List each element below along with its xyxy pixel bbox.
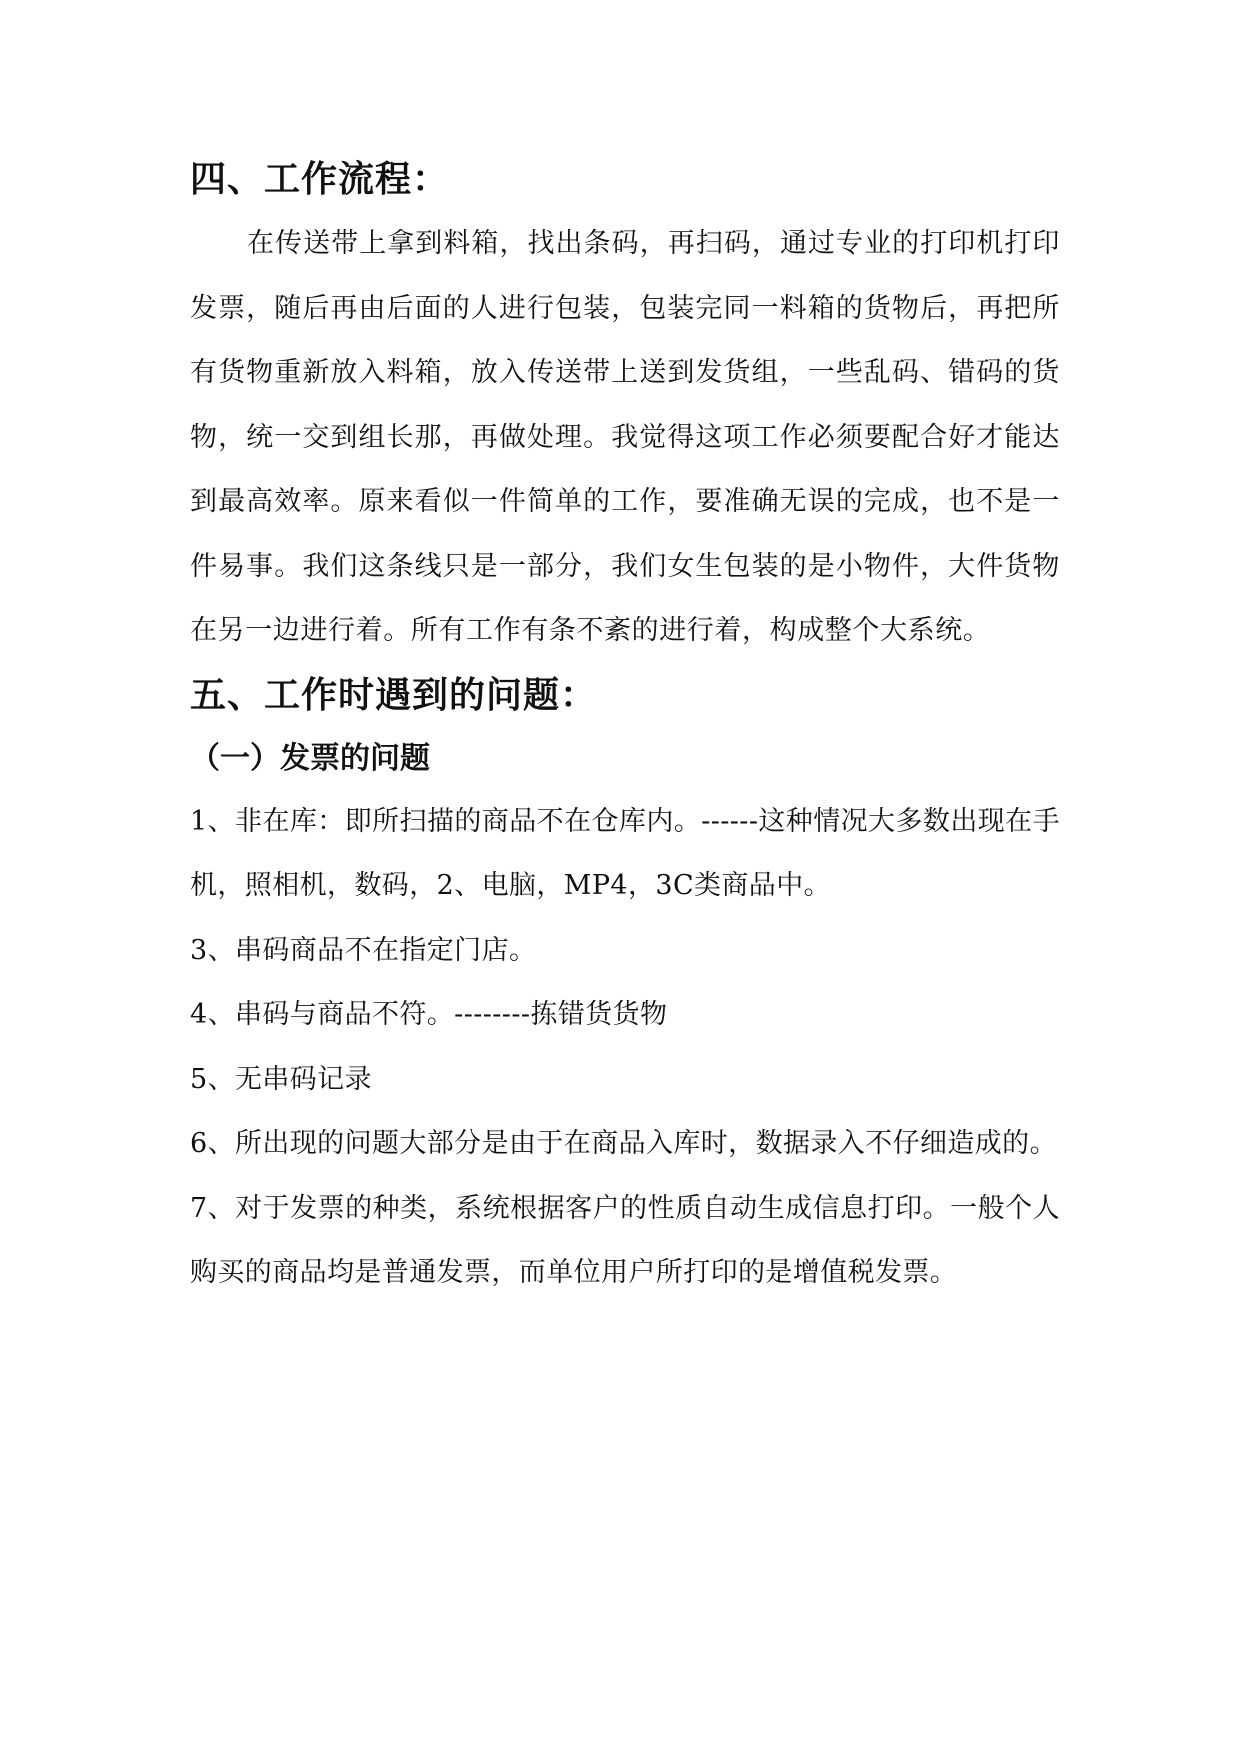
problem-item: 4、串码与商品不符。--------拣错货货物	[190, 999, 668, 1030]
subheading-invoice-problems: （一）发票的问题	[190, 740, 430, 776]
problem-item: 5、无串码记录	[190, 1063, 372, 1095]
problem-item: 7、对于发票的种类，系统根据客户的性质自动生成信息打印。一般个人购买的商品均是普通发票，而单位用户所打印的是增值税发票。	[190, 1192, 1060, 1288]
problem-item: 3、串码商品不在指定门店。	[190, 934, 537, 966]
problem-item: 6、所出现的问题大部分是由于在商品入库时，数据录入不仔细造成的。	[190, 1128, 1057, 1159]
section-heading-workflow: 四、工作流程：	[190, 159, 450, 200]
document-body	[190, 148, 1060, 1306]
section-heading-problems: 五、工作时遇到的问题：	[190, 674, 598, 716]
workflow-paragraph: 在传送带上拿到料箱，找出条码，再扫码，通过专业的打印机打印发票，随后再由后面的人进行包装，包装完同一料箱的货物后，再把所有货物重新放入料箱，放入传送带上送到发货组，一些乱码、错码的货物，统一交到组长那，再做处理。我觉得这项工作必须要配合好才能达到最高效率。原来看似一件简单的工作，要准确无误的完成，也不是一件易事。我们这条线只是一部分，我们女生包装的是小物件，大件货物在另一边进行着。所有工作有条不紊的进行着，构成整个大系统。	[190, 228, 1060, 646]
problem-item: 1、非在库：即所扫描的商品不在仓库内。------这种情况大多数出现在手机，照相机，数码，2、电脑，MP4，3C类商品中。	[190, 805, 1060, 901]
